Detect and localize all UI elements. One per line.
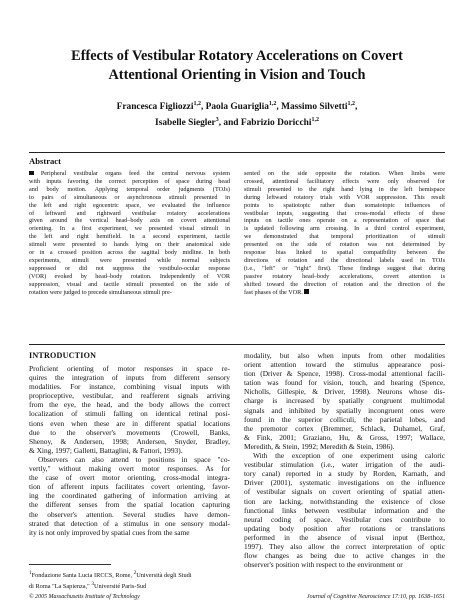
footnote-rule (29, 564, 111, 565)
abstract-line: experiments, stimuli were presented while normal subjects (29, 256, 230, 264)
body-line: signals and inhibited by spatially incongruent ones were (244, 405, 445, 415)
abstract-line (29, 170, 230, 178)
body-line: orient attention toward the stimulus appearance posi- (244, 360, 445, 370)
author-separator: , (200, 102, 206, 113)
abstract-line: crossed, attentional facilitatory effects were only observed for (244, 177, 445, 185)
author-separator: , and (218, 118, 241, 129)
copyright-footer: © 2005 Massachusetts Institute of Technology (29, 594, 140, 600)
affiliation-footnote (29, 569, 192, 591)
abstract-line: orienting. In a first experiment, we presented visual stimuli in (29, 225, 230, 233)
author-separator: , (355, 102, 358, 113)
abstract-end-square (304, 289, 309, 294)
abstract-line: to pairs of simultaneous or asynchronous stimuli presented in (29, 193, 230, 201)
body-line: the different senses from the spatial location capturing (29, 500, 230, 510)
author-separator: , (276, 102, 282, 113)
abstract-text-fragment: fast phases of the VOR. (244, 288, 303, 296)
body-line: charge is increased by spatially congruent multimodal (244, 396, 445, 406)
title-line-2: Attentional Orienting in Vision and Touch (108, 67, 366, 83)
abstract-line: or in a crossed position across the sagittal body midline. In both (29, 249, 230, 257)
abstract-line: of leftward and rightward vestibular rotatory accelerations (29, 209, 230, 217)
abstract-line: stimuli presented to the right hand lying in the left hemispace (244, 185, 445, 193)
body-line: ing the coordinated gathering of information arriving at (29, 491, 230, 501)
author-affiliation-sup: 3 (215, 117, 219, 124)
body-line: tory canal) reported in a study by Rorden, Karnath, and (244, 469, 445, 479)
abstract-line: inputs on tactile ones operate on a representation of space that (244, 217, 445, 225)
body-line: modality, but also when inputs from other modalities (244, 351, 445, 360)
abstract-line: sented on the side opposite the rotation. When limbs were (244, 170, 445, 177)
abstract-line: the left and right egocentric space, we evaluated the influence (29, 201, 230, 209)
footnote-affil-2a: Università degli Studi (136, 572, 192, 580)
body-line: tation was found for vision, touch, and hearing (Spence, (244, 378, 445, 388)
abstract-line: stimuli were presented to hands lying on their anatomical side (29, 241, 230, 249)
body-line: 1997). They also allow the correct interpretation of optic (244, 541, 445, 551)
abstract-text-fragment: Peripheral vestibular organs feed the central nervous system (40, 170, 230, 177)
introduction-left-column (29, 364, 230, 537)
body-line: from the eye, the head, and the body allows the correct (29, 400, 230, 410)
author-line-1 (40, 98, 434, 114)
body-line: functional links between vestibular information and the (244, 505, 445, 515)
author-name: Fabrizio Doricchi (240, 118, 312, 129)
footnote-line-1 (29, 569, 192, 580)
abstract-line: suppressed or did not suppress the vestibulo-ocular response (29, 264, 230, 272)
body-line: ity is not only improved by spatial cues from the same (29, 527, 190, 537)
abstract-line: directions of rotation and the directional labels used in TOJs (244, 256, 445, 264)
footnote-sup-3: 3 (91, 581, 94, 588)
body-line: localization of stimuli falling on identical retinal posi- (29, 409, 230, 419)
body-line: the case of overt motor orienting, cross-modal integra- (29, 473, 230, 483)
abstract-left-column (29, 170, 230, 297)
abstract-line: passive rotatory head–body accelerations, covert attention is (244, 272, 445, 280)
abstract-line: rotation were judged to precede simultaneous stimuli pre- (29, 288, 172, 296)
body-line: vertly," without making overt motor responses. As for (29, 464, 230, 474)
abstract-line: and body motion. Applying temporal order judgments (TOJs) (29, 185, 230, 193)
footnote-affil-3: Université Paris-Sud (93, 583, 147, 591)
author-affiliation-sup: 1,2 (268, 101, 277, 107)
introduction-heading: INTRODUCTION (29, 351, 97, 360)
footnote-line-2 (29, 580, 192, 591)
body-line: proprioceptive, vestibular, and reafferent signals arriving (29, 391, 230, 401)
body-line: flow changes as being due to active changes in the (244, 551, 445, 561)
author-name: Paola Guariglia (205, 102, 269, 113)
title-line-1: Effects of Vestibular Rotatory Accelerations on Covert (71, 48, 403, 64)
abstract-heading: Abstract (29, 156, 61, 166)
body-line: performed in the absence of visual input (Berthoz, (244, 532, 445, 542)
body-line: Nicholls, Gillespie, & Driver, 1998). Neurons whose dis- (244, 387, 445, 397)
footnote-sup-2: 2 (133, 570, 137, 576)
body-line: tion are lacking, notwithstanding the existence of close (244, 496, 445, 506)
author-affiliation-sup: 1,2 (311, 117, 319, 124)
abstract-line: points to spatiotopic rather than somatotopic influences of (244, 201, 445, 209)
abstract-line: we demonstrated that temporal prioritization of stimuli (244, 233, 445, 241)
abstract-bottom-rule (29, 344, 445, 345)
paper-title (40, 47, 434, 85)
author-name: Massimo Silvetti (281, 102, 348, 113)
abstract-line: during leftward rotatory trials with VOR suppression. This result (244, 193, 445, 201)
abstract-right-column (244, 170, 445, 297)
body-line: modalities. For instance, combining visual inputs with (29, 382, 230, 392)
body-line: With the exception of one experiment using caloric (253, 451, 445, 461)
body-line: found in the superior colliculi, the parietal lobes, and (244, 414, 445, 424)
author-name: Isabelle Siegler (155, 118, 216, 129)
body-line: updating body position after rotations or translations (244, 523, 445, 533)
body-line: Driver (2001), systematic investigations on the influence (244, 478, 445, 488)
abstract-line: vestibular inputs, suggesting that cross-modal effects of these (244, 209, 445, 217)
body-line: & Fink, 2001; Graziano, Hu, & Gross, 1997; Wallace, (244, 432, 445, 442)
body-line: Shenoy, & Andersen, 1998; Andersen, Snyder, Bradley, (29, 436, 230, 446)
footnote-affil-1: Fondazione Santa Lucia IRCCS, Rome, (31, 572, 133, 580)
body-line: the premotor cortex (Bremmer, Schlack, Duhamel, Graf, (244, 423, 445, 433)
abstract-line: response bias linked to spatial compatibility between the (244, 249, 445, 257)
author-line-2 (40, 114, 434, 130)
abstract-line: suppression, visual and tactile stimuli presented on the side of (29, 280, 230, 288)
author-list (40, 98, 434, 130)
abstract-line: given around the vertical head–body axis on covert attentional (29, 217, 230, 225)
abstract-line (244, 289, 445, 297)
abstract-line: (VOR) evoked by head–body rotation. Independently of VOR (29, 272, 230, 280)
abstract-line: is updated following arm crossing. In a third control experiment, (244, 225, 445, 233)
abstract-line: the left and right hemifield. In a second experiment, tactile (29, 233, 230, 241)
author-affiliation-sup: 1,2 (193, 101, 201, 107)
abstract-line: presented on the side of rotation was not determined by (244, 241, 445, 249)
body-line: the observer's attention. Several studies have demon- (29, 509, 230, 519)
body-line: & Xing, 1997; Galletti, Battaglini, & Fattori, 1993). (29, 445, 183, 455)
footnote-sup-1: 1 (29, 570, 32, 576)
body-line: tions even when these are in different spatial locations (29, 418, 230, 428)
body-line: vestibular stimulation (i.e., water irrigation of the audi- (244, 460, 445, 470)
introduction-right-column (244, 351, 445, 569)
abstract-line: shifted toward the direction of rotation and the direction of the (244, 280, 445, 288)
abstract-line: with inputs favoring the correct perception of space during head (29, 177, 230, 185)
body-line: tion (Driver & Spence, 1998). Cross-modal attentional facili- (244, 369, 445, 379)
author-name: Francesca Figliozzi (116, 102, 194, 113)
abstract-square-marker (29, 171, 34, 176)
journal-footer: Journal of Cognitive Neuroscience 17:10, pp. 1638–1651 (306, 594, 445, 600)
abstract-top-rule (29, 152, 445, 153)
abstract-line: (i.e., "left" or "right" first). These findings suggest that during (244, 264, 445, 272)
body-line: due to the observer's movements (Crowell, Banks, (29, 427, 230, 437)
footnote-affil-2b: di Roma "La Sapienza," (29, 583, 90, 591)
author-affiliation-sup: 1,2 (347, 101, 355, 107)
body-line: tion of afferent inputs facilitates covert orienting, favor- (29, 482, 230, 492)
body-line: Meredith, & Stein, 1992; Meredith & Stein, 1986). (244, 441, 395, 451)
body-line: Proficient orienting of motor responses in space re- (29, 364, 230, 373)
body-line: of vestibular signals on covert orienting of spatial atten- (244, 487, 445, 497)
body-line: Observers can also attend to positions in space "co- (38, 454, 230, 464)
body-line: observer's position with respect to the environment or (244, 560, 403, 570)
body-line: strated that detection of a stimulus in one sensory modal- (29, 518, 230, 528)
body-line: neural coding of space. Vestibular cues contribute to (244, 514, 445, 524)
body-line: quires the integration of inputs from different sensory (29, 373, 230, 383)
